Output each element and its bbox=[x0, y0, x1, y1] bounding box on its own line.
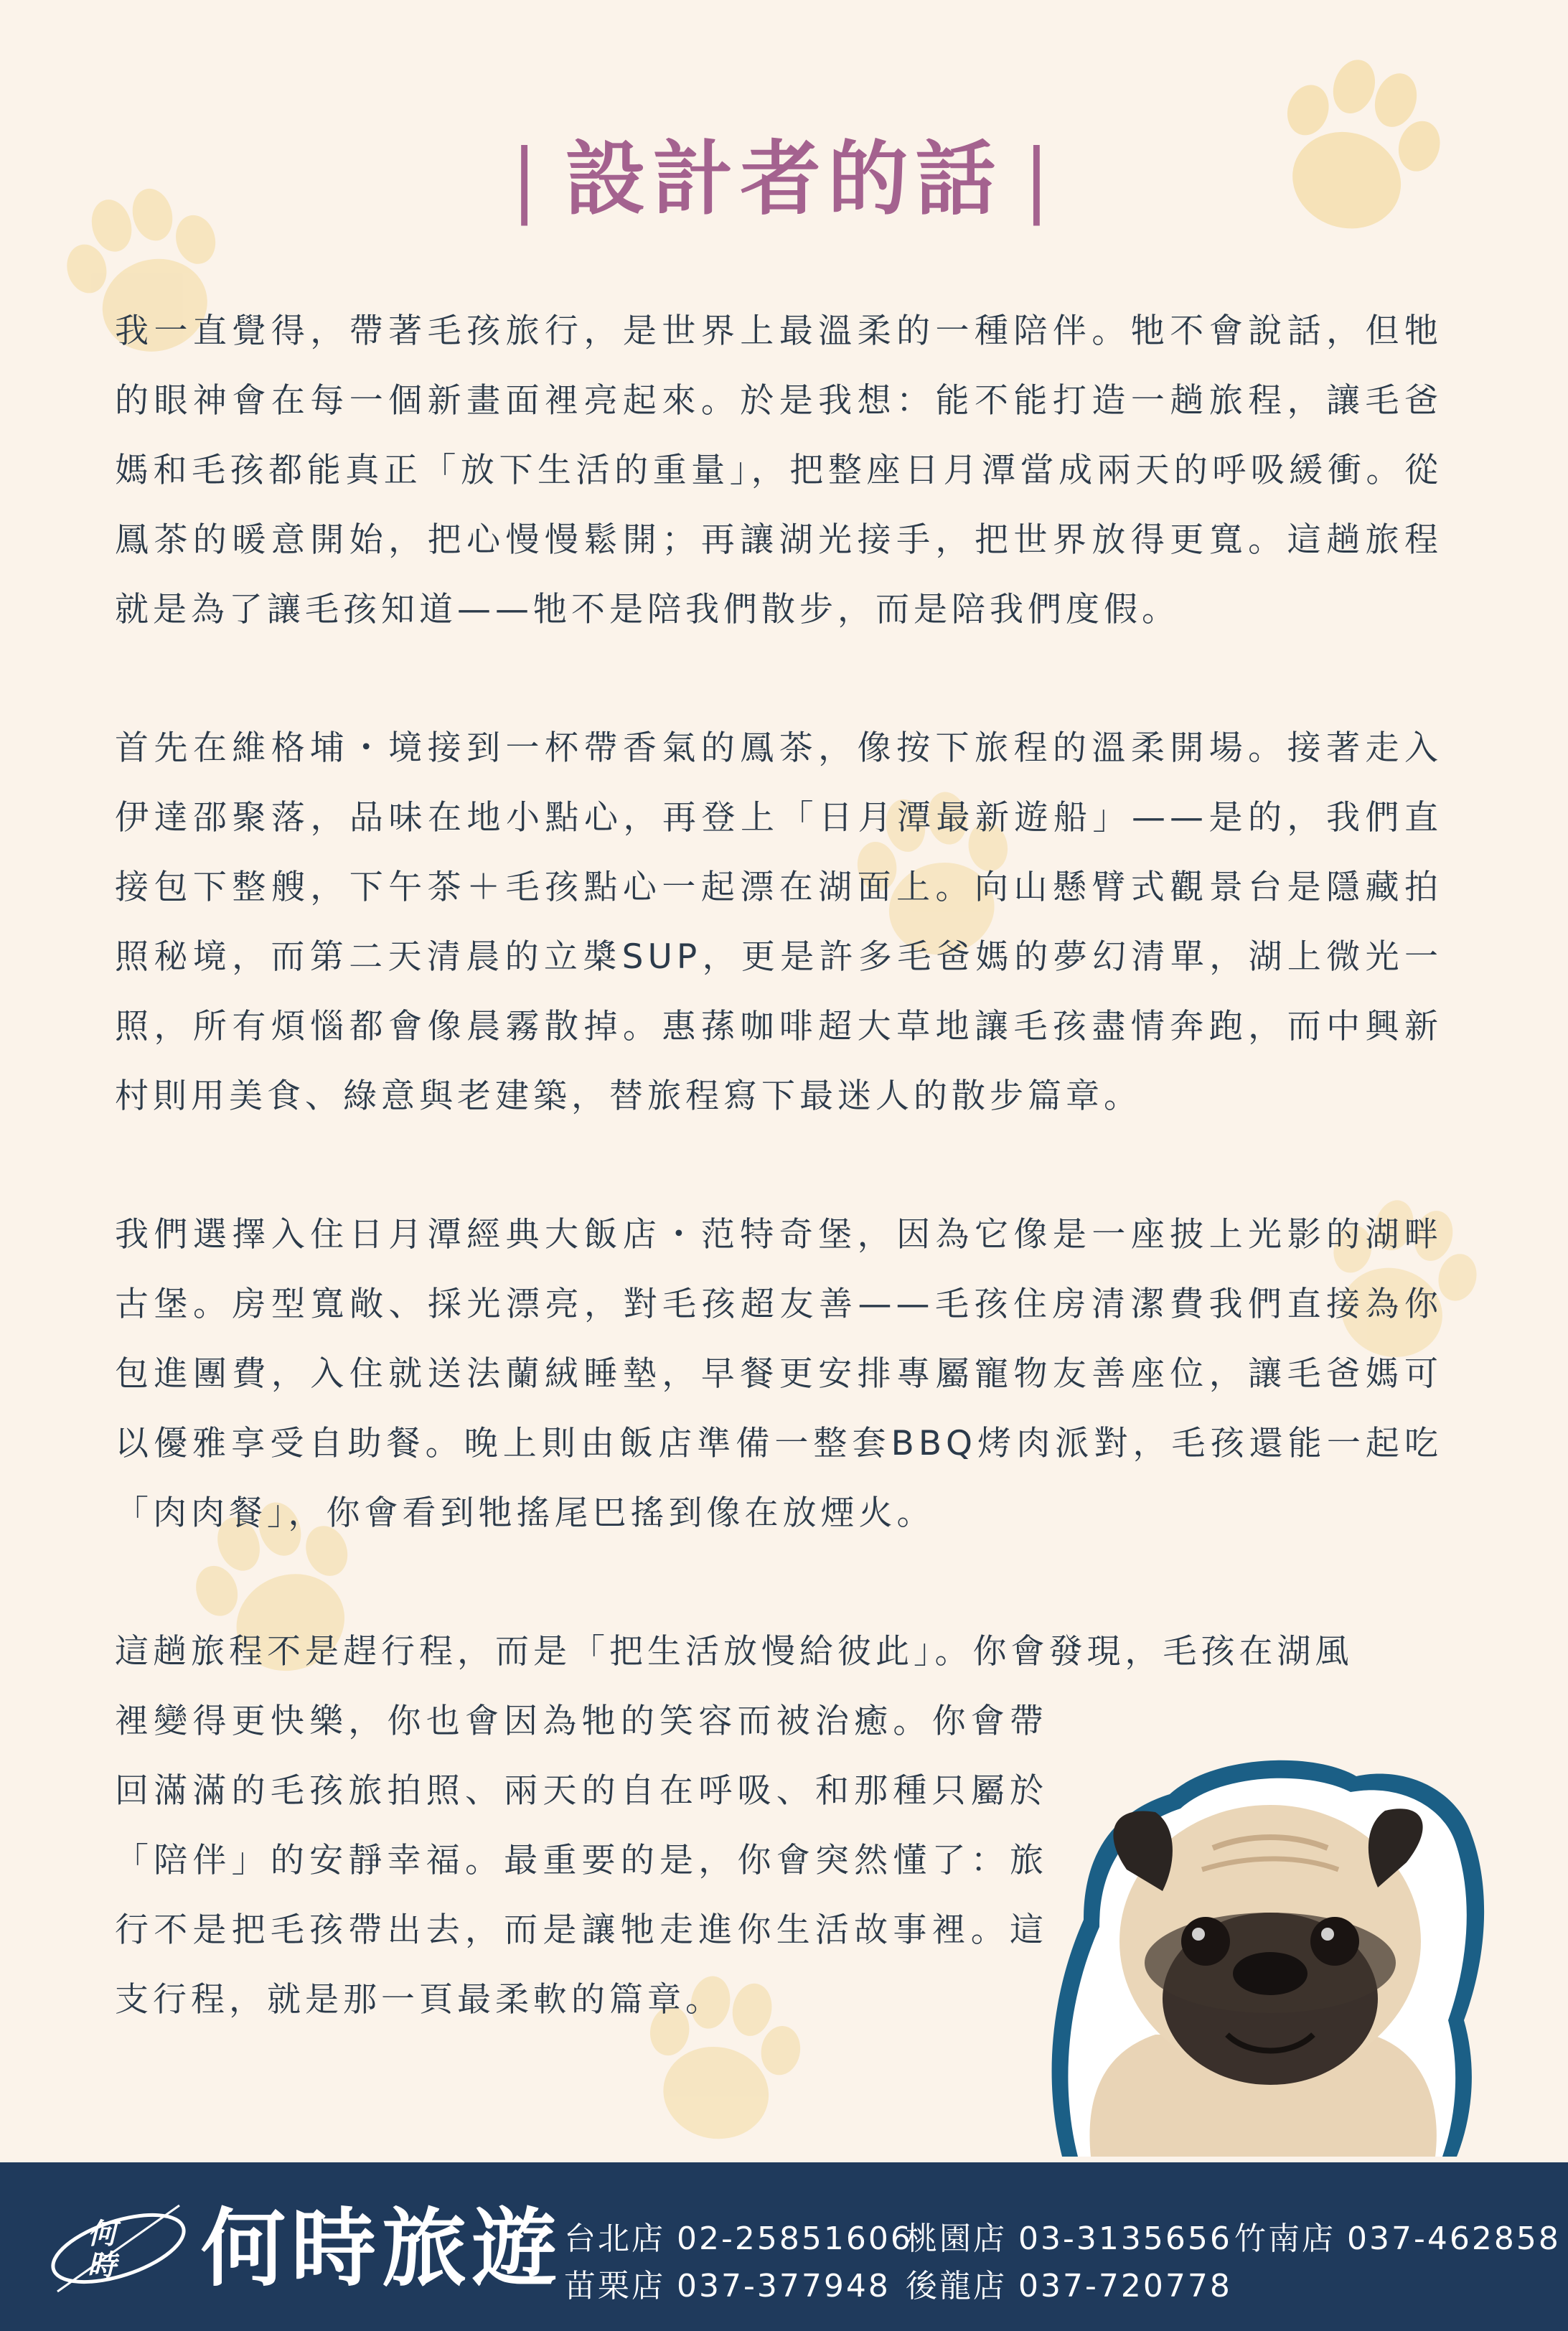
store-phone: 037-377948 bbox=[677, 2268, 891, 2304]
paragraph-4-rest bbox=[115, 1687, 1048, 2035]
store-phone: 037-720778 bbox=[1018, 2268, 1232, 2304]
brand-name: 何時旅遊 bbox=[201, 2199, 563, 2298]
pug-dog-photo bbox=[1033, 1726, 1493, 2167]
store-phone: 03-3135656 bbox=[1018, 2220, 1232, 2257]
store-phone: 037-462858 bbox=[1347, 2220, 1561, 2257]
brand-logo-text: 何時 bbox=[88, 2217, 116, 2282]
store-name: 竹南店 bbox=[1234, 2220, 1335, 2257]
paragraph-3 bbox=[115, 1200, 1442, 1548]
paragraph-3-text: 我們選擇入住日月潭經典大飯店・范特奇堡，因為它像是一座披上光影的湖畔古堡。房型寬敞、採光漂亮，對毛孩超友善——毛孩住房清潔費我們直接為你包進團費，入住就送法蘭絨睡墊，早餐更安排專屬寵物友善座位，讓毛爸媽可以優雅享受自助餐。晚上則由飯店準備一整套BBQ烤肉派對，毛孩還能一起吃「肉肉餐」，你會看到牠搖尾巴搖到像在放煙火。 bbox=[115, 1215, 1442, 1533]
store-houlong bbox=[906, 2260, 1232, 2306]
paragraph-4-text: 裡變得更快樂，你也會因為牠的笑容而被治癒。你會帶回滿滿的毛孩旅拍照、兩天的自在呼吸、和那種只屬於「陪伴」的安靜幸福。最重要的是，你會突然懂了：旅行不是把毛孩帶出去，而是讓牠走進你生活故事裡。這支行程，就是那一頁最柔軟的篇章。 bbox=[115, 1702, 1048, 2020]
footer-bar bbox=[0, 2162, 1568, 2331]
brand-logo-icon bbox=[43, 2191, 194, 2309]
paragraph-2 bbox=[115, 713, 1442, 1131]
store-taipei bbox=[564, 2213, 913, 2259]
title-bar-left: | bbox=[510, 133, 545, 226]
store-taoyuan bbox=[906, 2213, 1232, 2259]
paragraph-1 bbox=[115, 296, 1442, 644]
store-name: 後龍店 bbox=[906, 2268, 1007, 2304]
store-zhunan bbox=[1234, 2213, 1561, 2259]
store-phone: 02-25851606 bbox=[677, 2220, 913, 2257]
store-miaoli bbox=[564, 2260, 891, 2306]
title-text: 設計者的話 bbox=[565, 132, 1003, 226]
paragraph-4-first-line bbox=[115, 1617, 1442, 1687]
store-name: 苗栗店 bbox=[564, 2268, 665, 2304]
paragraph-1-text: 我一直覺得，帶著毛孩旅行，是世界上最溫柔的一種陪伴。牠不會說話，但牠的眼神會在每一個新畫面裡亮起來。於是我想：能不能打造一趟旅程，讓毛爸媽和毛孩都能真正「放下生活的重量」，把整座日月潭當成兩天的呼吸緩衝。從鳳茶的暖意開始，把心慢慢鬆開；再讓湖光接手，把世界放得更寬。這趟旅程就是為了讓毛孩知道——牠不是陪我們散步，而是陪我們度假。 bbox=[115, 311, 1442, 629]
page-title bbox=[0, 115, 1568, 230]
paragraph-4-line-1: 這趟旅程不是趕行程，而是「把生活放慢給彼此」。你會發現，毛孩在湖風 bbox=[115, 1632, 1353, 1671]
store-name: 桃園店 bbox=[906, 2220, 1007, 2257]
title-bar-right: | bbox=[1023, 133, 1058, 226]
paragraph-2-text: 首先在維格埔・境接到一杯帶香氣的鳳茶，像按下旅程的溫柔開場。接著走入伊達邵聚落，品味在地小點心，再登上「日月潭最新遊船」——是的，我們直接包下整艘，下午茶＋毛孩點心一起漂在湖面上。向山懸臂式觀景台是隱藏拍照秘境，而第二天清晨的立槳SUP，更是許多毛爸媽的夢幻清單，湖上微光一照，所有煩惱都會像晨霧散掉。惠蓀咖啡超大草地讓毛孩盡情奔跑，而中興新村則用美食、綠意與老建築，替旅程寫下最迷人的散步篇章。 bbox=[115, 728, 1442, 1116]
store-name: 台北店 bbox=[564, 2220, 665, 2257]
